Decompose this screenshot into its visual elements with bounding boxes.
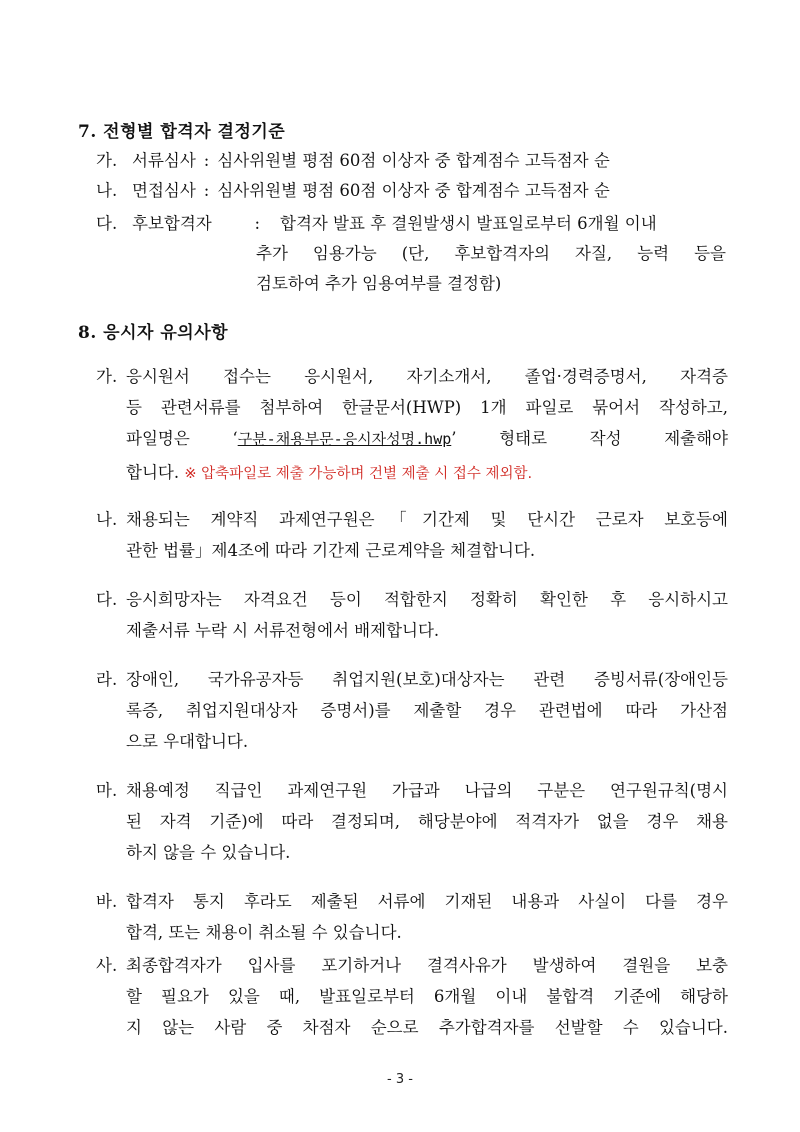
item-marker: 라.	[96, 670, 118, 689]
item-line: 등 관련서류를 첨부하여 한글문서(HWP) 1개 파일로 묶어서 작성하고,	[126, 398, 728, 417]
row-marker: 다.	[96, 214, 118, 233]
item-line: 할 필요가 있을 때, 발표일로부터 6개월 이내 불합격 기준에 해당하	[126, 987, 728, 1006]
item-line: 지 않는 사람 중 차점자 순으로 추가합격자를 선발할 수 있습니다.	[126, 1018, 728, 1037]
row-text-line-1: 합격자 발표 후 결원발생시 발표일로부터 6개월 이내	[280, 214, 657, 233]
row-label: 서류심사	[132, 151, 196, 170]
item-marker: 나.	[96, 510, 118, 529]
item-line-note: 합니다. ※ 압축파일로 제출 가능하며 건별 제출 시 접수 제외함.	[126, 463, 533, 482]
item-line: 장애인, 국가유공자등 취업지원(보호)대상자는 관련 증빙서류(장애인등	[126, 670, 728, 689]
row-text-line-2: 추가 임용가능 (단, 후보합격자의 자질, 능력 등을	[256, 244, 726, 263]
item-line: 최종합격자가 입사를 포기하거나 결격사유가 발생하여 결원을 보충	[126, 956, 728, 975]
criteria-row-interview	[96, 176, 736, 206]
item-line: 응시희망자는 자격요건 등이 적합한지 정확히 확인한 후 응시하시고	[126, 590, 728, 609]
item-line: 채용예정 직급인 과제연구원 가급과 나급의 구분은 연구원규칙(명시	[126, 781, 728, 800]
item-marker: 다.	[96, 590, 118, 609]
notice-item-da	[96, 584, 728, 646]
item-marker: 바.	[96, 892, 118, 911]
item-line: 하지 않을 수 있습니다.	[126, 843, 291, 862]
item-line: 합격자 통지 후라도 제출된 서류에 기재된 내용과 사실이 다를 경우	[126, 892, 728, 911]
item-marker: 사.	[96, 956, 118, 975]
item-line: 된 자격 기준)에 따라 결정되며, 해당분야에 적격자가 없을 경우 채용	[126, 812, 728, 831]
notice-item-ma	[96, 775, 728, 868]
item-line: 관한 법률」제4조에 따라 기간제 근로계약을 체결합니다.	[126, 541, 536, 560]
row-marker: 나.	[96, 181, 118, 200]
row-text: 심사위원별 평점 60점 이상자 중 합계점수 고득점자 순	[217, 151, 610, 170]
item-line: 록증, 취업지원대상자 증명서)를 제출할 경우 관련법에 따라 가산점	[126, 701, 728, 720]
row-colon: :	[203, 151, 210, 170]
item-marker: 마.	[96, 781, 118, 800]
notice-item-ra	[96, 664, 728, 757]
row-text: 심사위원별 평점 60점 이상자 중 합계점수 고득점자 순	[217, 181, 610, 200]
row-label: 후보합격자 :	[132, 214, 260, 233]
notice-item-na	[96, 504, 728, 566]
notice-item-ga	[96, 361, 728, 490]
item-line: 제출서류 누락 시 서류전형에서 배제합니다.	[126, 621, 440, 640]
page-number: - 3 -	[387, 1072, 413, 1087]
notice-item-sa	[96, 950, 728, 1043]
item-line-filename: 파일명은 ‘구분-채용부문-응시자성명.hwp’ 형태로 작성 제출해야	[126, 429, 728, 448]
section-7-title: 7. 전형별 합격자 결정기준	[78, 122, 286, 142]
criteria-row-document-review	[96, 146, 736, 176]
filename-format: 구분-채용부문-응시자성명.hwp	[237, 430, 452, 448]
row-colon: :	[203, 181, 210, 200]
item-line: 응시원서 접수는 응시원서, 자기소개서, 졸업·경력증명서, 자격증	[126, 367, 728, 386]
item-line: 합격, 또는 채용이 취소될 수 있습니다.	[126, 923, 402, 942]
row-label: 면접심사	[132, 181, 196, 200]
notice-item-ba	[96, 886, 728, 948]
item-line: 채용되는 계약직 과제연구원은「기간제 및 단시간 근로자 보호등에	[126, 510, 728, 529]
item-line: 으로 우대합니다.	[126, 732, 249, 751]
section-8-title: 8. 응시자 유의사항	[78, 323, 229, 343]
item-marker: 가.	[96, 367, 118, 386]
compressed-file-note: ※ 압축파일로 제출 가능하며 건별 제출 시 접수 제외함.	[184, 466, 533, 482]
row-marker: 가.	[96, 151, 118, 170]
criteria-row-reserve-candidate	[96, 209, 736, 239]
row-text-line-3: 검토하여 추가 임용여부를 결정함)	[256, 274, 502, 293]
